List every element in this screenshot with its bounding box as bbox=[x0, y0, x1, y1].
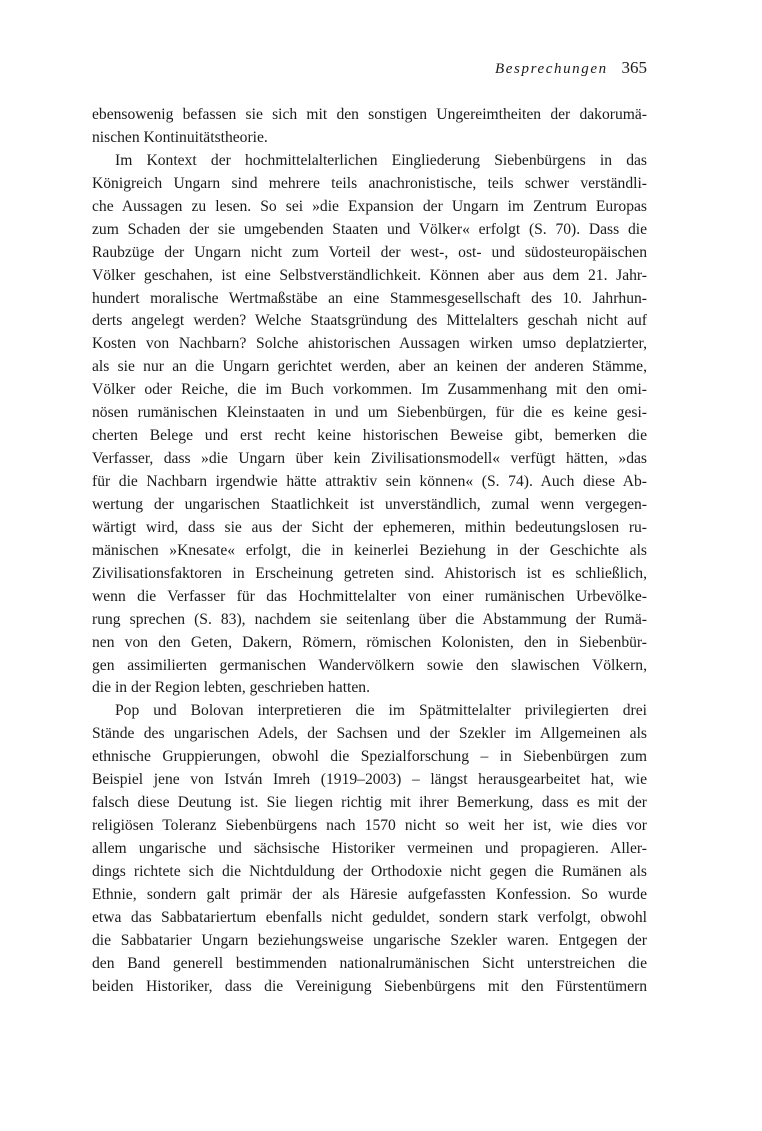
text-line: als sie nur an die Ungarn gerichtet werden, aber an keinen der anderen Stämme, bbox=[92, 358, 647, 376]
text-line: dings richtete sich die Nichtduldung der Orthodoxie nicht gegen die Rumänen als bbox=[92, 862, 647, 880]
text-line: Beispiel jene von István Imreh (1919–2003) – längst herausgearbeitet hat, wie bbox=[92, 771, 647, 789]
text-line: nen von den Geten, Dakern, Römern, römischen Kolonisten, den in Siebenbür- bbox=[92, 633, 647, 651]
text-line: religiösen Toleranz Siebenbürgens nach 1570 nicht so weit her ist, wie dies vor bbox=[92, 817, 647, 835]
text-line: gen assimilierten germanischen Wandervölkern sowie den slawischen Völkern, bbox=[92, 656, 647, 674]
text-line: cherten Belege und erst recht keine historischen Beweise gibt, bemerken die bbox=[92, 427, 647, 445]
text-line: nischen Kontinuitätstheorie. bbox=[92, 128, 268, 146]
text-line: wertung der ungarischen Staatlichkeit ist unverständlich, zumal wenn vergegen- bbox=[92, 495, 647, 513]
text-line: den Band generell bestimmenden nationalrumänischen Sicht unterstreichen die bbox=[92, 954, 647, 972]
text-line: wenn die Verfasser für das Hochmittelalter von einer rumänischen Urbevölke- bbox=[92, 587, 647, 605]
page-number: 365 bbox=[621, 58, 647, 77]
text-line: falsch diese Deutung ist. Sie liegen richtig mit ihrer Bemerkung, dass es mit der bbox=[92, 794, 647, 812]
text-line: nösen rumänischen Kleinstaaten in und um Siebenbürgen, für die es keine gesi- bbox=[92, 404, 647, 422]
text-line: für die Nachbarn irgendwie hätte attraktiv sein können« (S. 74). Auch diese Ab- bbox=[92, 473, 647, 490]
text-line: Völker geschahen, ist eine Selbstverständlichkeit. Können aber aus dem 21. Jahr- bbox=[92, 266, 647, 284]
text-line: derts angelegt werden? Welche Staatsgründung des Mittelalters geschah nicht auf bbox=[92, 312, 647, 330]
text-line: wärtigt wird, dass sie aus der Sicht der ephemeren, mithin bedeutungslosen ru- bbox=[92, 518, 647, 536]
running-header bbox=[92, 58, 647, 79]
text-line: Raubzüge der Ungarn nicht zum Vorteil der west-, ost- und südosteuropäischen bbox=[92, 243, 647, 261]
text-line: zum Schaden der sie umgebenden Staaten und Völker« erfolgt (S. 70). Dass die bbox=[92, 220, 647, 238]
text-line: Stände des ungarischen Adels, der Sachsen und der Szekler im Allgemeinen als bbox=[92, 725, 647, 743]
paragraph bbox=[92, 700, 647, 998]
text-line: etwa das Sabbatariertum ebenfalls nicht geduldet, sondern stark verfolgt, obwohl bbox=[92, 908, 647, 926]
text-line: Zivilisationsfaktoren in Erscheinung getreten sind. Ahistorisch ist es schließlich, bbox=[92, 564, 647, 582]
running-title: Besprechungen bbox=[495, 61, 608, 77]
text-line: Pop und Bolovan interpretieren die im Spätmittelalter privilegierten drei bbox=[115, 702, 647, 720]
body-text bbox=[92, 104, 647, 999]
text-line: beiden Historiker, dass die Vereinigung Siebenbürgens mit den Fürstentümern bbox=[92, 977, 647, 995]
text-line: hundert moralische Wertmaßstäbe an eine Stammesgesellschaft des 10. Jahrhun- bbox=[92, 289, 647, 307]
text-line: rung sprechen (S. 83), nachdem sie seitenlang über die Abstammung der Rumä- bbox=[92, 610, 647, 628]
text-line: Verfasser, dass »die Ungarn über kein Zivilisationsmodell« verfügt hätten, »das bbox=[92, 450, 647, 468]
text-line: ebensowenig befassen sie sich mit den sonstigen Ungereimtheiten der dakorumä- bbox=[92, 106, 647, 123]
text-line: die in der Region lebten, geschrieben hatten. bbox=[92, 679, 370, 697]
text-line: che Aussagen zu lesen. So sei »die Expansion der Ungarn im Zentrum Europas bbox=[92, 197, 647, 215]
text-line: Kosten von Nachbarn? Solche ahistorischen Aussagen wirken umso deplatzierter, bbox=[92, 335, 647, 353]
text-line: ethnische Gruppierungen, obwohl die Spezialforschung – in Siebenbürgen zum bbox=[92, 748, 647, 766]
paragraph bbox=[92, 150, 647, 701]
text-line: Königreich Ungarn sind mehrere teils anachronistische, teils schwer verständli- bbox=[92, 174, 647, 192]
text-line: allem ungarische und sächsische Historiker vermeinen und propagieren. Aller- bbox=[92, 840, 647, 857]
text-line: Ethnie, sondern galt primär der als Häresie aufgefassten Konfession. So wurde bbox=[92, 885, 647, 903]
text-line: die Sabbatarier Ungarn beziehungsweise ungarische Szekler waren. Entgegen der bbox=[92, 931, 647, 949]
text-line: Im Kontext der hochmittelalterlichen Eingliederung Siebenbürgens in das bbox=[115, 151, 647, 169]
paragraph bbox=[92, 104, 647, 150]
text-line: mänischen »Knesate« erfolgt, die in keinerlei Beziehung in der Geschichte als bbox=[92, 541, 647, 559]
text-line: Völker oder Reiche, die im Buch vorkommen. Im Zusammenhang mit den omi- bbox=[92, 381, 647, 399]
